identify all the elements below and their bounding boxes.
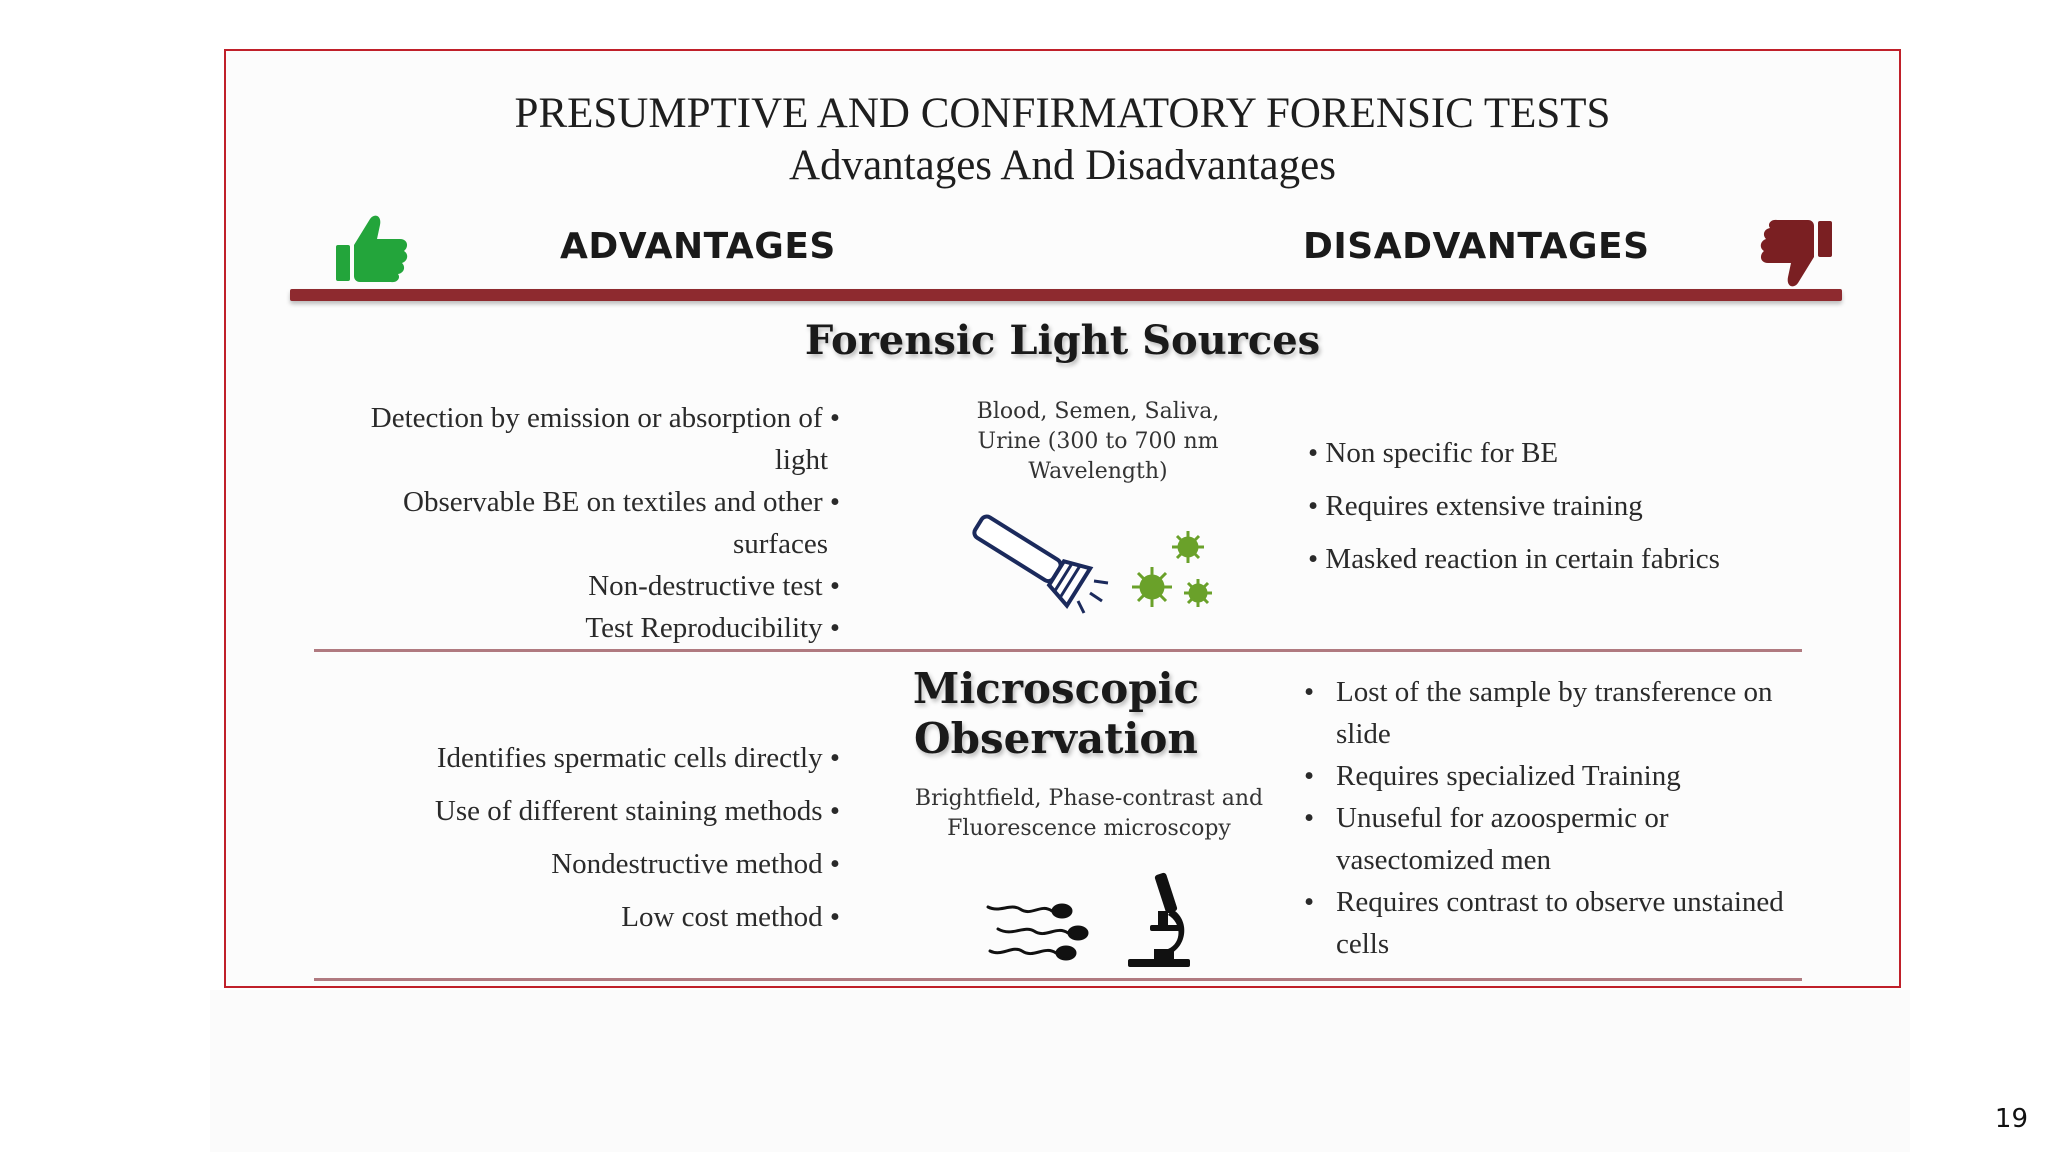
section-title-line: Observation [914,714,1198,763]
microscopy-note: Brightfield, Phase-contrast and Fluorescence microscopy [914,786,1264,841]
disadvantages-header: DISADVANTAGES [1303,226,1650,267]
flashlight-icon [960,509,1110,615]
section-title-line: Microscopic [912,664,1200,713]
section-divider [314,978,1802,981]
list-item: Nondestructive method • [551,848,840,880]
list-item: • Requires contrast to observe unstained cells [1304,881,1824,965]
list-item: • Requires extensive training [1308,490,1643,522]
list-item: Non-destructive test • [588,570,840,602]
section-divider [314,649,1802,652]
page-title: PRESUMPTIVE AND CONFIRMATORY FORENSIC TESTS [514,90,1611,137]
thumbs-down-icon [1756,219,1834,291]
list-item: Low cost method • [621,901,840,933]
light-sources-note: Blood, Semen, Saliva, Urine (300 to 700 nm Wavelength) [976,399,1220,484]
list-item: Observable BE on textiles and other • [403,486,840,518]
infographic-frame [224,49,1901,988]
light-sources-disadvantages-list [1308,427,1720,586]
section-title-forensic-light-sources: Forensic Light Sources [804,317,1321,364]
list-item: Use of different staining methods • [434,795,840,827]
list-item: • Requires specialized Training [1304,755,1824,797]
list-item: Detection by emission or absorption of • [370,402,840,434]
page-number: 19 [1994,1104,2028,1134]
page-subtitle: Advantages And Disadvantages [789,142,1336,189]
lower-background [210,990,1910,1152]
list-item: surfaces [732,528,828,560]
thumbs-up-icon [334,211,410,283]
list-item: light [774,444,828,476]
light-sources-advantages-list [371,397,840,649]
header-divider-bar [290,289,1842,301]
sperm-cells-icon [982,899,1092,963]
microscopy-advantages-list [435,732,840,944]
advantages-header: ADVANTAGES [560,226,836,267]
list-item: • Masked reaction in certain fabrics [1308,543,1720,575]
list-item: • Unuseful for azoospermic or vasectomized men [1304,797,1824,881]
germs-icon [1128,525,1220,621]
list-item: Identifies spermatic cells directly • [436,742,840,774]
section-title-microscopic-observation [906,664,1206,764]
microscopy-disadvantages-list [1304,671,1824,965]
list-item: • Non specific for BE [1308,437,1559,469]
microscope-icon [1124,869,1194,969]
list-item: Test Reproducibility • [585,612,840,644]
list-item: • Lost of the sample by transference on slide [1304,671,1824,755]
